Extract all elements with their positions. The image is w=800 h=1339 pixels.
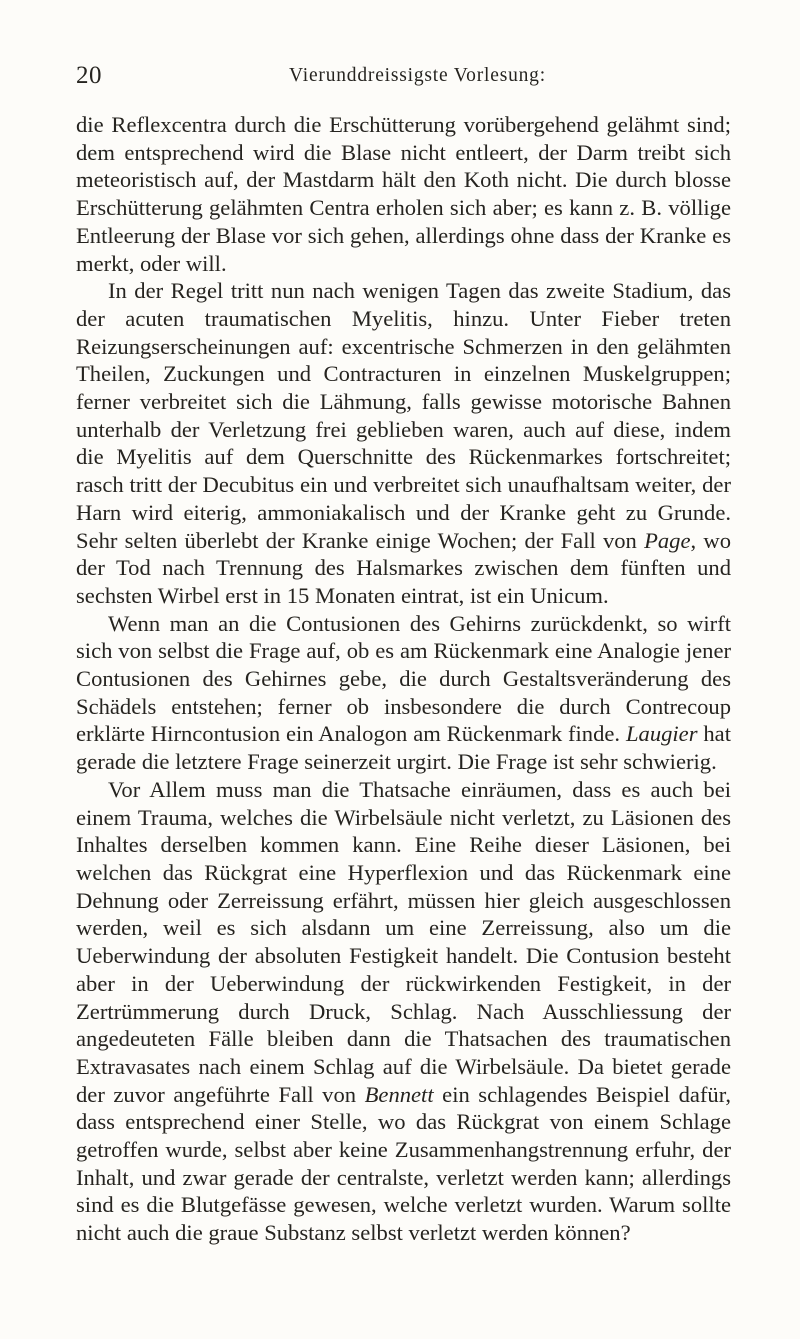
paragraph xyxy=(76,610,731,776)
text-segment: die Reflexcentra durch die Erschütterung vorübergehend gelähmt sind; dem entsprechend wird die Blase nicht entleert, der Darm treibt sich meteoristisch auf, der Mastdarm hält den Koth nicht. Die durch blosse Erschütterung gelähmten Centra erholen sich aber; es kann z. B. völlige Entleerung der Blase vor sich gehen, allerdings ohne dass der Kranke es merkt, oder will. xyxy=(76,112,731,276)
body-text xyxy=(76,111,731,1247)
paragraph xyxy=(76,776,731,1247)
text-segment: Wenn man an die Contusionen des Gehirns zurückdenkt, so wirft sich von selbst die Frage auf, ob es am Rückenmark eine Analogie jener Contusionen des Gehirnes gebe, die durch Gestaltsveränderung des Schädels entstehen; ferner ob insbesondere die durch Contrecoup erklärte Hirncontusion ein Analogon am Rückenmark finde. xyxy=(76,610,731,747)
page-header xyxy=(76,62,731,98)
author-name-italic: Page xyxy=(644,527,691,553)
author-name-italic: Laugier xyxy=(625,721,698,747)
paragraph xyxy=(76,277,731,609)
text-segment: Vor Allem muss man die Thatsache einräumen, dass es auch bei einem Trauma, welches die Wirbelsäule nicht verletzt, zu Läsionen des Inhaltes derselben kommen kann. Eine Reihe dieser Läsionen, bei welchen das Rückgrat eine Hyperflexion und das Rückenmark eine Dehnung oder Zerreissung erfährt, müssen hier gleich ausgeschlossen werden, weil es sich alsdann um eine Zerreissung, also um die Ueberwindung der absoluten Festigkeit handelt. Die Contusion besteht aber in der Ueberwindung der rückwirkenden Festigkeit, in der Zertrümmerung durch Druck, Schlag. Nach Ausschliessung der angedeuteten Fälle bleiben dann die Thatsachen des traumatischen Extravasates nach einem Schlag auf die Wirbelsäule. Da bietet gerade der zuvor angeführte Fall von xyxy=(76,776,731,1107)
page-number: 20 xyxy=(76,62,102,89)
running-title: Vierunddreissigste Vorlesung: xyxy=(289,65,546,86)
text-segment: ein schlagendes Beispiel dafür, dass entsprechend einer Stelle, wo das Rückgrat von einem Schlage getroffen wurde, selbst aber keine Zusammenhangstrennung erfuhr, der Inhalt, und zwar gerade der centralste, verletzt werden kann; allerdings sind es die Blutgefässe gewesen, welche verletzt wurden. Warum sollte nicht auch die graue Substanz selbst verletzt werden können? xyxy=(76,1081,731,1246)
text-segment: In der Regel tritt nun nach wenigen Tagen das zweite Stadium, das der acuten traumatischen Myelitis, hinzu. Unter Fieber treten Reizungserscheinungen auf: excentrische Schmerzen in den gelähmten Theilen, Zuckungen und Contracturen in einzelnen Muskelgruppen; ferner verbreitet sich die Lähmung, falls gewisse motorische Bahnen unterhalb der Verletzung frei geblieben waren, auch auf diese, indem die Myelitis auf dem Querschnitte des Rückenmarkes fortschreitet; rasch tritt der Decubitus ein und verbreitet sich unaufhaltsam weiter, der Harn wird eiterig, ammoniakalisch und der Kranke geht zu Grunde. Sehr selten überlebt der Kranke einige Wochen; der Fall von xyxy=(76,278,731,553)
text-segment: hat gerade die letztere Frage seinerzeit urgirt. Die Frage ist sehr schwierig. xyxy=(76,721,731,775)
text-segment: , wo der Tod nach Trennung des Halsmarkes zwischen dem fünften und sechsten Wirbel erst in 15 Monaten eintrat, ist ein Unicum. xyxy=(76,527,731,608)
author-name-italic: Bennett xyxy=(364,1081,434,1107)
paragraph xyxy=(76,111,731,277)
